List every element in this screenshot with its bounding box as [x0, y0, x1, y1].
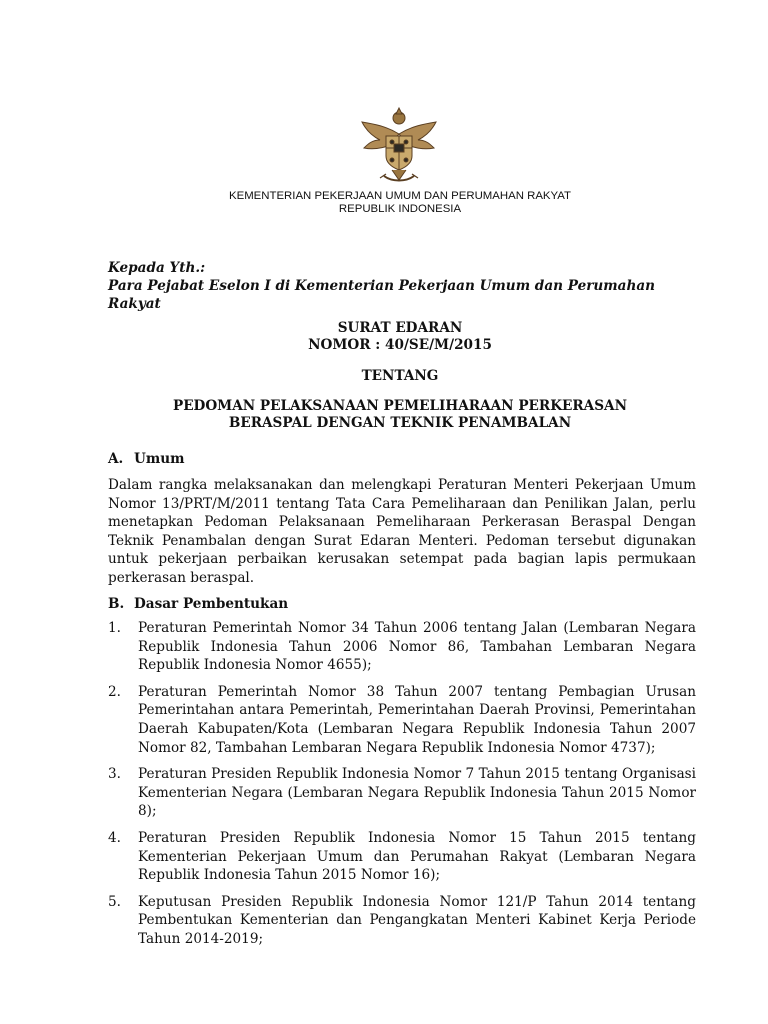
section-a-title: Umum: [134, 451, 185, 467]
document-type: SURAT EDARAN: [337, 320, 463, 336]
list-item-number: 3.: [108, 766, 121, 783]
section-a-number: A.: [108, 451, 124, 467]
list-item: [108, 765, 696, 821]
list-item-number: 5.: [108, 893, 121, 910]
document-subject: [0, 398, 768, 432]
section-b-heading: [108, 595, 288, 613]
list-item-text: Peraturan Presiden Republik Indonesia Nomor 7 Tahun 2015 tentang Organisasi Kementerian Negara (Lembaran Negara Republik Indonesia Tahun 2015 Nomor 8);: [138, 766, 696, 820]
addressee-salutation: Kepada Yth.:: [108, 260, 206, 276]
subject-line-1: PEDOMAN PELAKSANAAN PEMELIHARAAN PERKERASAN: [172, 398, 628, 414]
list-item-text: Peraturan Pemerintah Nomor 34 Tahun 2006 tentang Jalan (Lembaran Negara Republik Indonesia Tahun 2006 Nomor 86, Tambahan Lembaran Negara Republik Indonesia Nomor 4655);: [138, 620, 696, 674]
addressee-recipients: Para Pejabat Eselon I di Kementerian Pekerjaan Umum dan Perumahan Rakyat: [108, 278, 656, 312]
list-item-number: 1.: [108, 620, 121, 636]
section-a-heading: [108, 450, 185, 468]
list-item-number: 4.: [108, 829, 121, 846]
tentang-label: TENTANG: [361, 368, 439, 384]
garuda-pancasila-emblem-icon: [356, 104, 442, 188]
list-item-text: Peraturan Presiden Republik Indonesia Nomor 15 Tahun 2015 tentang Kementerian Pekerjaan Umum dan Perumahan Rakyat (Lembaran Negara Republik Indonesia Tahun 2015 Nomor 16);: [138, 829, 696, 884]
country-name: REPUBLIK INDONESIA: [338, 203, 462, 215]
legal-basis-list: [108, 619, 696, 957]
subject-line-2: BERASPAL DENGAN TEKNIK PENAMBALAN: [228, 415, 572, 431]
list-item: [108, 829, 696, 885]
list-item-text: Keputusan Presiden Republik Indonesia Nomor 121/P Tahun 2014 tentang Pembentukan Kementerian dan Pengangkatan Menteri Kabinet Kerja Periode Tahun 2014-2019;: [138, 893, 696, 947]
list-item: [108, 893, 696, 949]
list-item-text: Peraturan Pemerintah Nomor 38 Tahun 2007 tentang Pembagian Urusan Pemerintahan antara Pemerintah, Pemerintahan Daerah Provinsi, Pemerintahan Daerah Kabupaten/Kota (Lembaran Negara Republik Indonesia Tahun 2007 Nomor 82, Tambahan Lembaran Negara Republik Indonesia Nomor 4737);: [138, 683, 696, 756]
ministry-name: KEMENTERIAN PEKERJAAN UMUM DAN PERUMAHAN RAKYAT: [229, 190, 571, 202]
section-a-body: Dalam rangka melaksanakan dan melengkapi Peraturan Menteri Pekerjaan Umum Nomor 13/PRT/M/2011 tentang Tata Cara Pemeliharaan dan Penilikan Jalan, perlu menetapkan Pedoman Pelaksanaan Pemeliharaan Perkerasan Beraspal Dengan Teknik Penambalan dengan Surat Edaran Menteri. Pedoman tersebut digunakan untuk pekerjaan perbaikan kerusakan setempat pada bagian lapis permukaan perkerasan beraspal.: [108, 477, 696, 586]
ministry-header: [0, 190, 768, 216]
list-item-number: 2.: [108, 683, 121, 700]
document-number: NOMOR : 40/SE/M/2015: [308, 337, 492, 353]
section-b-number: B.: [108, 596, 125, 612]
document-title: [0, 320, 768, 354]
list-item: [108, 619, 696, 675]
addressee-block: [108, 259, 698, 313]
list-item: [108, 683, 696, 757]
section-b-title: Dasar Pembentukan: [134, 596, 289, 612]
